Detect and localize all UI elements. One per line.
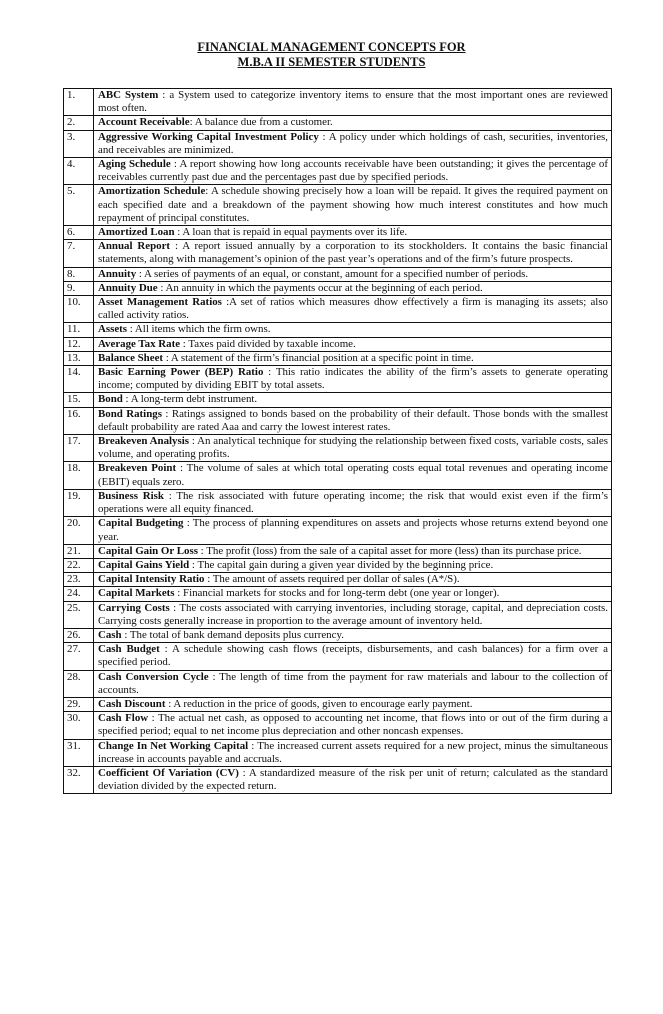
table-row [64, 517, 612, 544]
entry-cell [94, 337, 612, 351]
entry-definition: The actual net cash, as opposed to accounting net income, that flows into or out of the firm during a specified period; equal to net income plus depreciation and other noncash expenses. [98, 712, 608, 738]
entry-definition: A reduction in the price of goods, given to encourage early payment. [173, 697, 473, 710]
table-row [64, 628, 612, 642]
entry-number: 23. [64, 573, 94, 587]
table-row [64, 296, 612, 323]
entry-number: 24. [64, 587, 94, 601]
entry-separator: : [197, 544, 207, 557]
entry-separator: : [170, 240, 183, 253]
entry-definition: The risk associated with future operating income; the risk that would exist even if the firm’s operations were all equity financed. [98, 489, 608, 516]
entry-cell [94, 366, 612, 393]
entry-separator: : [205, 185, 211, 198]
entry-number: 9. [64, 281, 94, 295]
entry-definition: The costs associated with carrying inventories, including storage, capital, and depreciation costs. Carrying costs generally increase in proportion to the average amount of inventory held. [98, 601, 608, 627]
entry-cell [94, 712, 612, 739]
table-row [64, 670, 612, 697]
entry-separator: : [163, 351, 171, 364]
entry-definition: Taxes paid divided by taxable income. [188, 337, 356, 350]
entry-cell [94, 130, 612, 157]
entry-number: 25. [64, 601, 94, 628]
table-row [64, 462, 612, 489]
entry-cell [94, 158, 612, 185]
table-row [64, 393, 612, 407]
entry-number: 32. [64, 766, 94, 793]
entry-term: Breakeven Analysis [98, 435, 189, 448]
entry-separator: : [238, 766, 249, 779]
table-row [64, 226, 612, 240]
entry-definition: The length of time from the payment for raw materials and labour to the collection of accounts. [98, 670, 608, 696]
table-row [64, 587, 612, 601]
table-row [64, 323, 612, 337]
entry-term: Carrying Costs [98, 601, 170, 614]
entry-term: Capital Gain Or Loss [98, 544, 198, 557]
entry-definition: The profit (loss) from the sale of a capital asset for more (less) than its purchase price. [206, 544, 582, 557]
entry-separator: : [189, 435, 198, 448]
entry-definition: Ratings assigned to bonds based on the probability of their default. Those bonds with the smallest default probability are rated Aaa and carry the lowest interest rates. [98, 407, 608, 433]
entry-number: 6. [64, 226, 94, 240]
table-row [64, 130, 612, 157]
entry-cell [94, 573, 612, 587]
entry-term: ABC System [98, 89, 159, 101]
entry-definition: This ratio indicates the ability of the firm’s assets to generate operating income; computed by dividing EBIT by total assets. [98, 366, 608, 392]
entry-cell [94, 267, 612, 281]
entry-cell [94, 670, 612, 697]
entry-cell [94, 628, 612, 642]
title-line-1: FINANCIAL MANAGEMENT CONCEPTS FOR [197, 40, 466, 54]
entry-separator: : [170, 158, 180, 171]
entry-cell [94, 116, 612, 130]
entry-term: Balance Sheet [98, 351, 164, 364]
glossary-table [63, 88, 612, 794]
entry-separator: : [163, 489, 177, 502]
entry-cell [94, 407, 612, 434]
entry-separator: : [174, 226, 183, 239]
entry-number: 18. [64, 462, 94, 489]
entry-definition: An annuity in which the payments occur at the beginning of each period. [165, 281, 483, 294]
entry-number: 7. [64, 240, 94, 267]
entry-definition: All items which the firm owns. [134, 323, 271, 336]
entry-term: Annuity [98, 267, 137, 280]
entry-separator: : [159, 643, 172, 656]
entry-cell [94, 226, 612, 240]
entry-term: Coefficient Of Variation (CV) [98, 766, 239, 779]
entry-number: 10. [64, 296, 94, 323]
entry-number: 2. [64, 116, 94, 130]
table-row [64, 337, 612, 351]
entry-definition: The volume of sales at which total operating costs equal total revenues and operating income (EBIT) equals zero. [98, 462, 609, 488]
entry-separator: : [176, 462, 187, 475]
entry-separator: : [148, 712, 159, 725]
entry-number: 28. [64, 670, 94, 697]
entry-term: Cash Budget [98, 643, 160, 656]
table-row [64, 544, 612, 558]
entry-term: Assets [98, 323, 128, 336]
entry-definition: The increased current assets required for a new project, minus the simultaneous increase in accounts payable and accruals. [98, 739, 608, 765]
entry-definition: The process of planning expenditures on assets and projects whose returns extend beyond one year. [98, 517, 608, 543]
entry-definition: The capital gain during a given year divided by the beginning price. [197, 558, 494, 571]
entry-term: Asset Management Ratios [98, 296, 222, 309]
entry-number: 13. [64, 351, 94, 365]
entry-definition: The amount of assets required per dollar of sales (A*/S). [212, 573, 460, 586]
entry-definition: A schedule showing precisely how a loan will be repaid. It gives the required payment on each specified date and a breakdown of the payment showing how much interest constitutes and how much repayment of principal constitutes. [98, 185, 608, 224]
entry-definition: Financial markets for stocks and for long-term debt (one year or longer). [183, 587, 500, 600]
entry-separator: : [157, 281, 166, 294]
entry-term: Average Tax Rate [98, 337, 181, 350]
table-row [64, 739, 612, 766]
entry-separator: : [122, 393, 131, 406]
entry-separator: : [189, 116, 195, 129]
entry-definition: A series of payments of an equal, or constant, amount for a specified number of periods. [144, 267, 529, 280]
table-row [64, 89, 612, 116]
entry-cell [94, 240, 612, 267]
entry-separator: : [161, 407, 172, 420]
entry-separator: : [263, 366, 276, 379]
entry-definition: A set of ratios which measures dhow effectively a firm is managing its assets; also called activity ratios. [98, 296, 608, 322]
table-row [64, 558, 612, 572]
entry-definition: A balance due from a customer. [194, 116, 333, 129]
entry-term: Bond Ratings [98, 407, 162, 420]
table-row [64, 240, 612, 267]
entry-separator: : [189, 558, 198, 571]
table-row [64, 281, 612, 295]
entry-cell [94, 766, 612, 793]
entry-separator: : [121, 628, 130, 641]
entry-cell [94, 587, 612, 601]
table-row [64, 158, 612, 185]
entry-number: 16. [64, 407, 94, 434]
entry-number: 20. [64, 517, 94, 544]
entry-number: 15. [64, 393, 94, 407]
table-row [64, 366, 612, 393]
entry-term: Capital Gains Yield [98, 558, 190, 571]
entry-number: 1. [64, 89, 94, 116]
entry-number: 3. [64, 130, 94, 157]
entry-term: Cash [98, 628, 122, 641]
entry-cell [94, 351, 612, 365]
entry-definition: A schedule showing cash flows (receipts, disbursements, and cash balances) for a firm over a specified period. [98, 643, 608, 669]
entry-cell [94, 517, 612, 544]
entry-cell [94, 89, 612, 116]
entry-cell [94, 393, 612, 407]
entry-term: Annuity Due [98, 281, 158, 294]
entry-cell [94, 435, 612, 462]
entry-number: 22. [64, 558, 94, 572]
entry-separator: : [221, 296, 230, 309]
glossary-body [64, 89, 612, 794]
entry-number: 17. [64, 435, 94, 462]
table-row [64, 185, 612, 226]
entry-definition: a System used to categorize inventory items to ensure that the most important ones are reviewed most often. [98, 89, 608, 115]
entry-cell [94, 281, 612, 295]
entry-number: 11. [64, 323, 94, 337]
entry-term: Aggressive Working Capital Investment Policy [98, 130, 319, 143]
entry-number: 12. [64, 337, 94, 351]
table-row [64, 643, 612, 670]
entry-number: 29. [64, 697, 94, 711]
entry-definition: A loan that is repaid in equal payments over its life. [182, 226, 408, 239]
table-row [64, 267, 612, 281]
entry-number: 8. [64, 267, 94, 281]
entry-number: 30. [64, 712, 94, 739]
table-row [64, 407, 612, 434]
entry-cell [94, 601, 612, 628]
entry-number: 31. [64, 739, 94, 766]
entry-separator: : [204, 573, 213, 586]
page-title [0, 40, 663, 70]
entry-definition: The total of bank demand deposits plus currency. [129, 628, 344, 641]
entry-separator: : [248, 739, 258, 752]
entry-term: Breakeven Point [98, 462, 177, 475]
table-row [64, 712, 612, 739]
table-row [64, 351, 612, 365]
entry-cell [94, 643, 612, 670]
entry-separator: : [127, 323, 135, 336]
entry-definition: A report issued annually by a corporation to its stockholders. It contains the basic financial statements, along with management’s opinion of the past year’s operations and of the firm’s future prospects. [98, 240, 609, 266]
entry-number: 21. [64, 544, 94, 558]
table-row [64, 489, 612, 516]
entry-number: 14. [64, 366, 94, 393]
entry-separator: : [180, 337, 189, 350]
table-row [64, 601, 612, 628]
entry-separator: : [165, 697, 174, 710]
entry-term: Business Risk [98, 489, 164, 502]
entry-term: Capital Budgeting [98, 517, 184, 530]
entry-number: 27. [64, 643, 94, 670]
entry-term: Cash Conversion Cycle [98, 670, 209, 683]
entry-number: 5. [64, 185, 94, 226]
entry-separator: : [183, 517, 193, 530]
entry-cell [94, 296, 612, 323]
entry-separator: : [174, 587, 184, 600]
entry-separator: : [208, 670, 220, 683]
entry-definition: A report showing how long accounts receivable have been outstanding; it gives the percentage of receivables currently past due and the percentages past due by specified periods. [98, 158, 608, 184]
entry-term: Annual Report [98, 240, 171, 253]
entry-cell [94, 462, 612, 489]
entry-cell [94, 697, 612, 711]
entry-cell [94, 558, 612, 572]
entry-term: Amortized Loan [98, 226, 175, 239]
entry-number: 4. [64, 158, 94, 185]
entry-number: 26. [64, 628, 94, 642]
entry-number: 19. [64, 489, 94, 516]
entry-definition: A statement of the firm’s financial position at a specific point in time. [170, 351, 474, 364]
entry-term: Cash Discount [98, 697, 166, 710]
entry-term: Change In Net Working Capital [98, 739, 249, 752]
entry-cell [94, 739, 612, 766]
entry-term: Bond [98, 393, 123, 406]
entry-term: Aging Schedule [98, 158, 171, 171]
entry-term: Cash Flow [98, 712, 149, 725]
table-row [64, 435, 612, 462]
entry-term: Capital Intensity Ratio [98, 573, 205, 586]
entry-separator: : [136, 267, 145, 280]
title-line-2: M.B.A II SEMESTER STUDENTS [237, 55, 426, 69]
table-row [64, 697, 612, 711]
table-row [64, 573, 612, 587]
entry-definition: A standardized measure of the risk per unit of return; calculated as the standard deviation divided by the expected return. [98, 766, 608, 793]
table-row [64, 766, 612, 793]
entry-definition: A long-term debt instrument. [130, 393, 258, 406]
entry-cell [94, 489, 612, 516]
entry-definition: An analytical technique for studying the relationship between fixed costs, variable costs, sales volume, and operating profits. [98, 435, 608, 461]
entry-definition: A policy under which holdings of cash, securities, inventories, and receivables are minimized. [98, 130, 608, 156]
entry-cell [94, 323, 612, 337]
entry-separator: : [318, 130, 329, 143]
entry-term: Capital Markets [98, 587, 175, 600]
entry-term: Amortization Schedule [98, 185, 206, 198]
entry-separator: : [169, 601, 180, 614]
table-row [64, 116, 612, 130]
entry-term: Basic Earning Power (BEP) Ratio [98, 366, 264, 379]
entry-separator: : [158, 89, 170, 101]
entry-term: Account Receivable [98, 116, 190, 129]
entry-cell [94, 544, 612, 558]
entry-cell [94, 185, 612, 226]
